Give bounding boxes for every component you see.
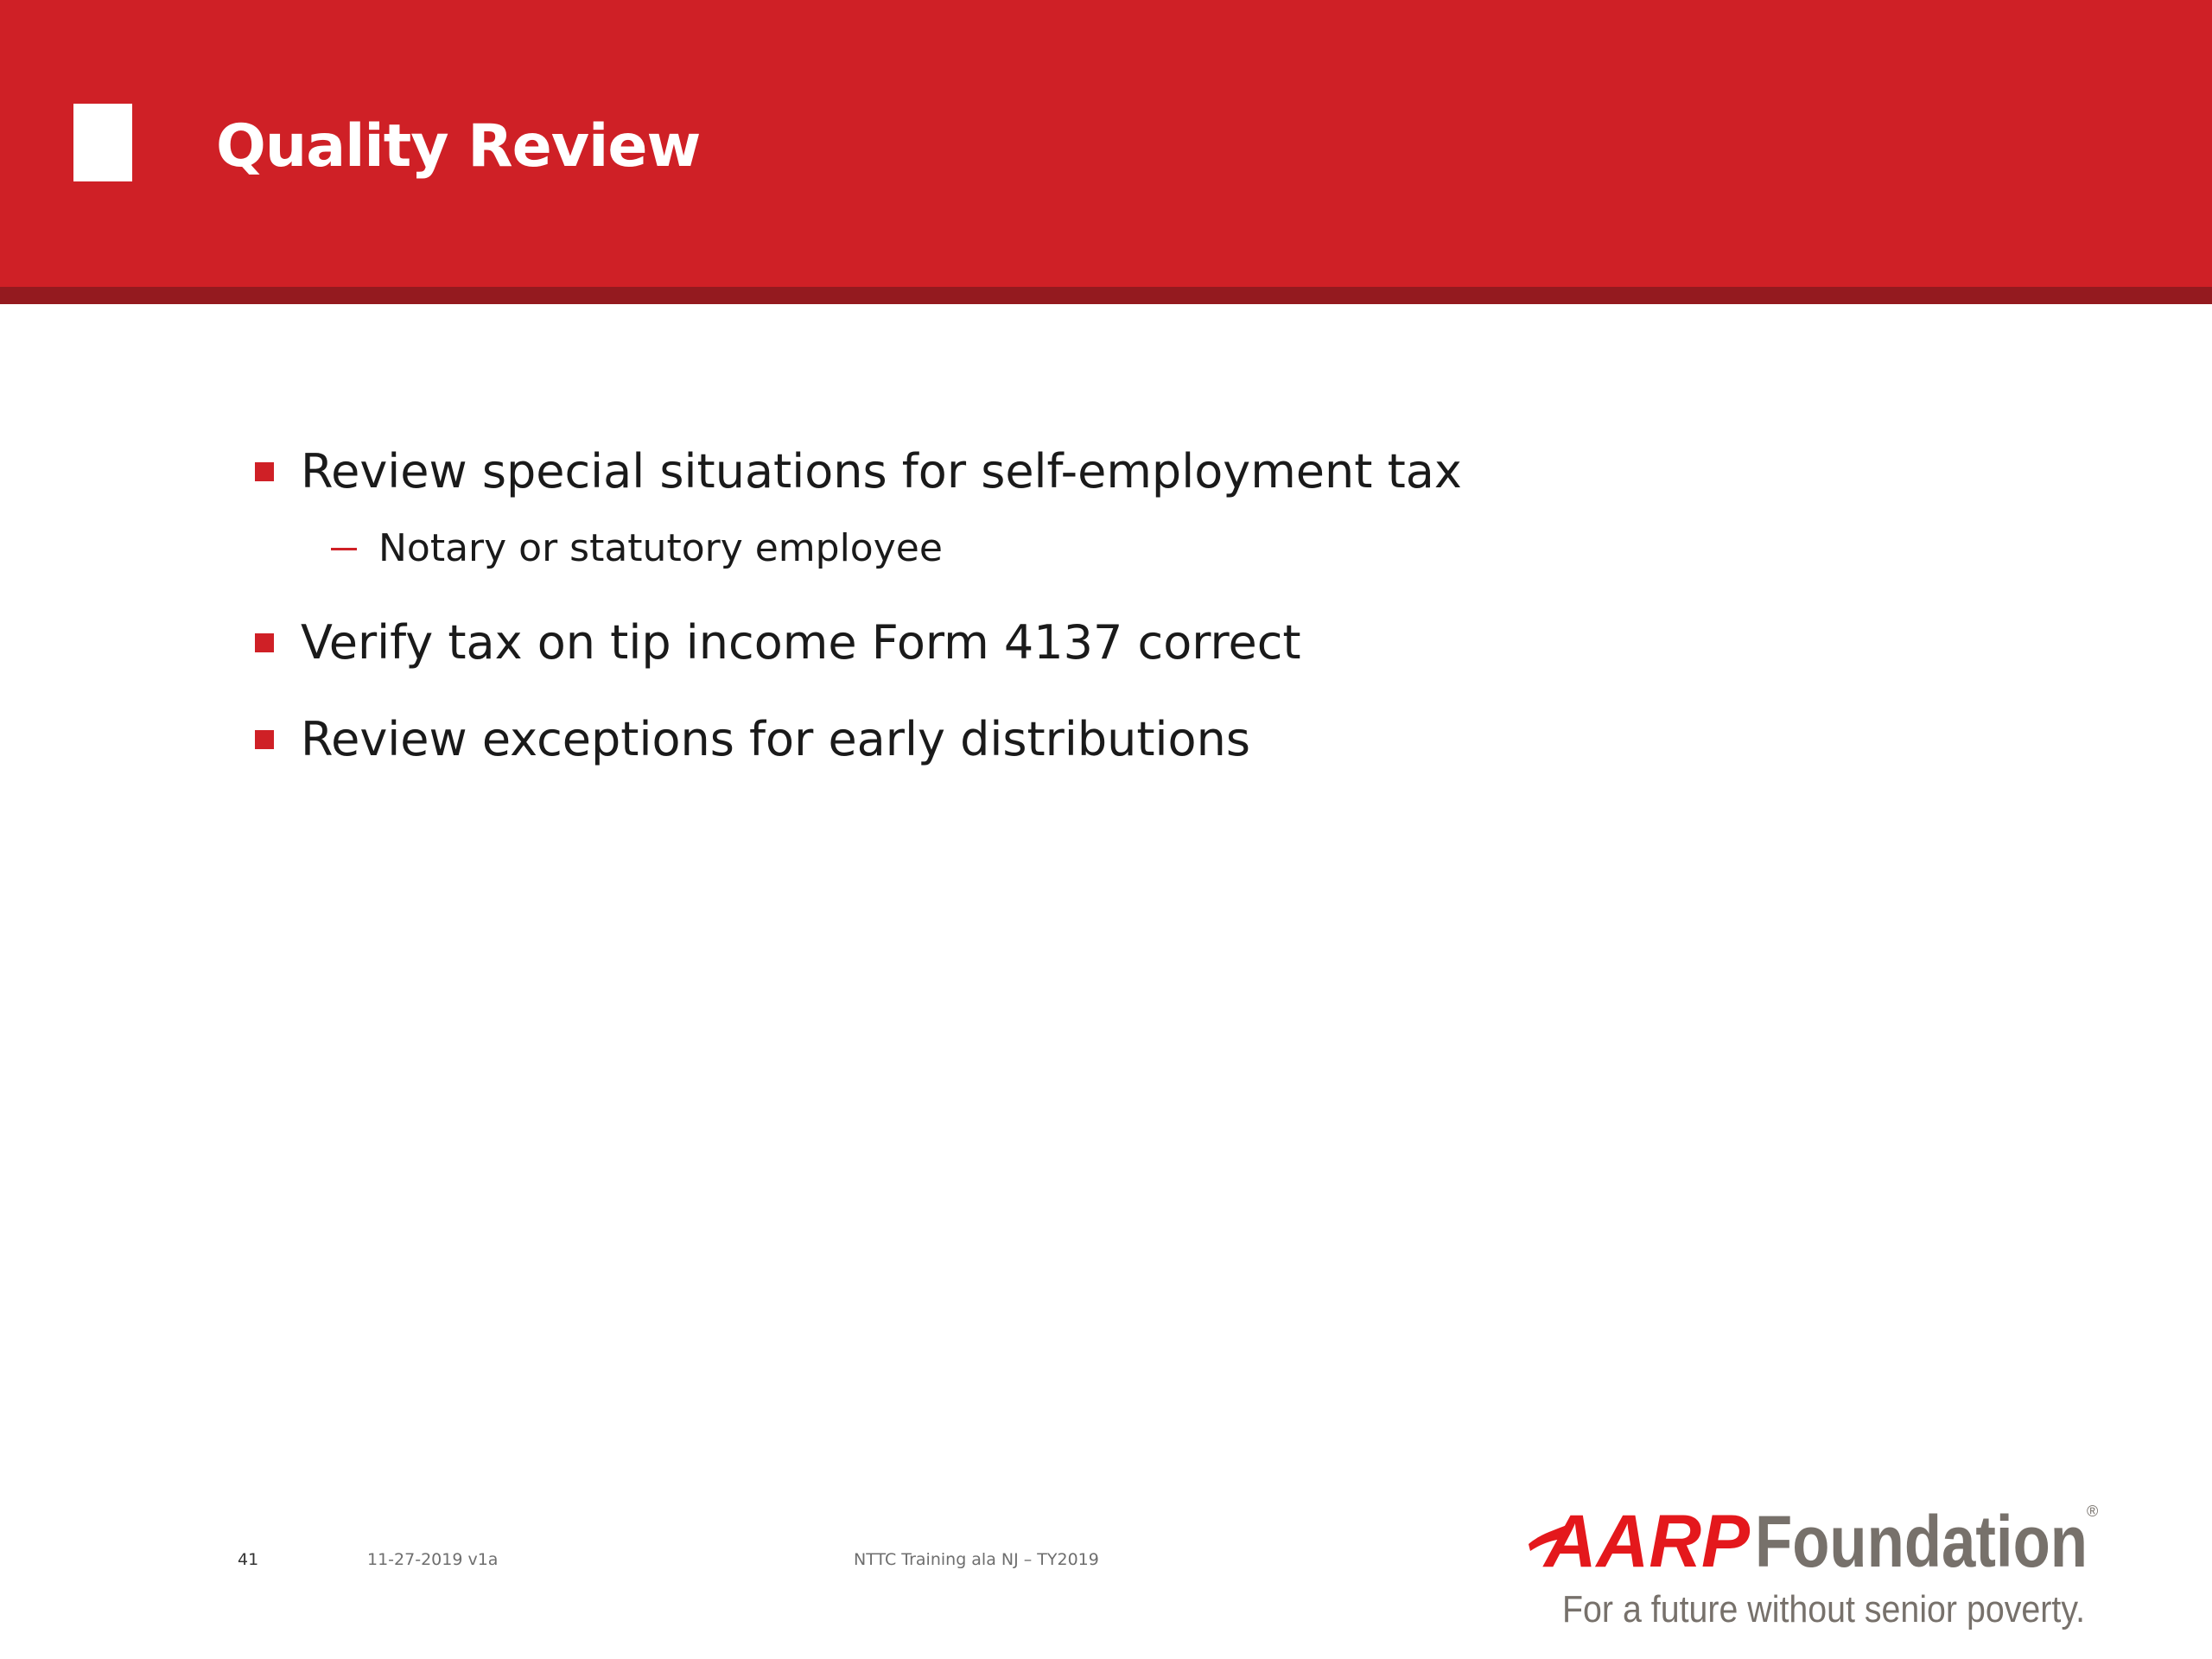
logo-registered-mark: ®: [2087, 1503, 2099, 1520]
logo-tagline: For a future without senior poverty.: [1562, 1588, 2085, 1630]
title-square-icon: [73, 104, 132, 181]
footer-course: NTTC Training ala NJ – TY2019: [854, 1550, 1099, 1569]
bullet-text: Verify tax on tip income Form 4137 correct: [301, 615, 1301, 670]
footer-date: 11-27-2019 v1a: [367, 1550, 499, 1569]
slide-title: Quality Review: [216, 112, 701, 181]
slide-number: 41: [238, 1550, 259, 1569]
aarp-foundation-logo: [1525, 1491, 2104, 1633]
logo-aarp-text: AARP: [1542, 1500, 1751, 1583]
square-bullet-icon: [255, 462, 274, 481]
square-bullet-icon: [255, 730, 274, 749]
title-bar-shadow: [0, 287, 2212, 304]
bullet-text: Review exceptions for early distributions: [301, 712, 1250, 766]
sub-bullet-item: [331, 523, 943, 575]
bullet-item: [255, 709, 1250, 770]
square-bullet-icon: [255, 633, 274, 652]
bullet-item: [255, 613, 1301, 673]
bullet-text: Review special situations for self-employment tax: [301, 444, 1462, 499]
sub-bullet-text: Notary or statutory employee: [378, 526, 943, 570]
bullet-item: [255, 442, 1462, 502]
logo-foundation-text: Foundation: [1755, 1501, 2088, 1582]
dash-bullet-icon: [331, 548, 357, 550]
